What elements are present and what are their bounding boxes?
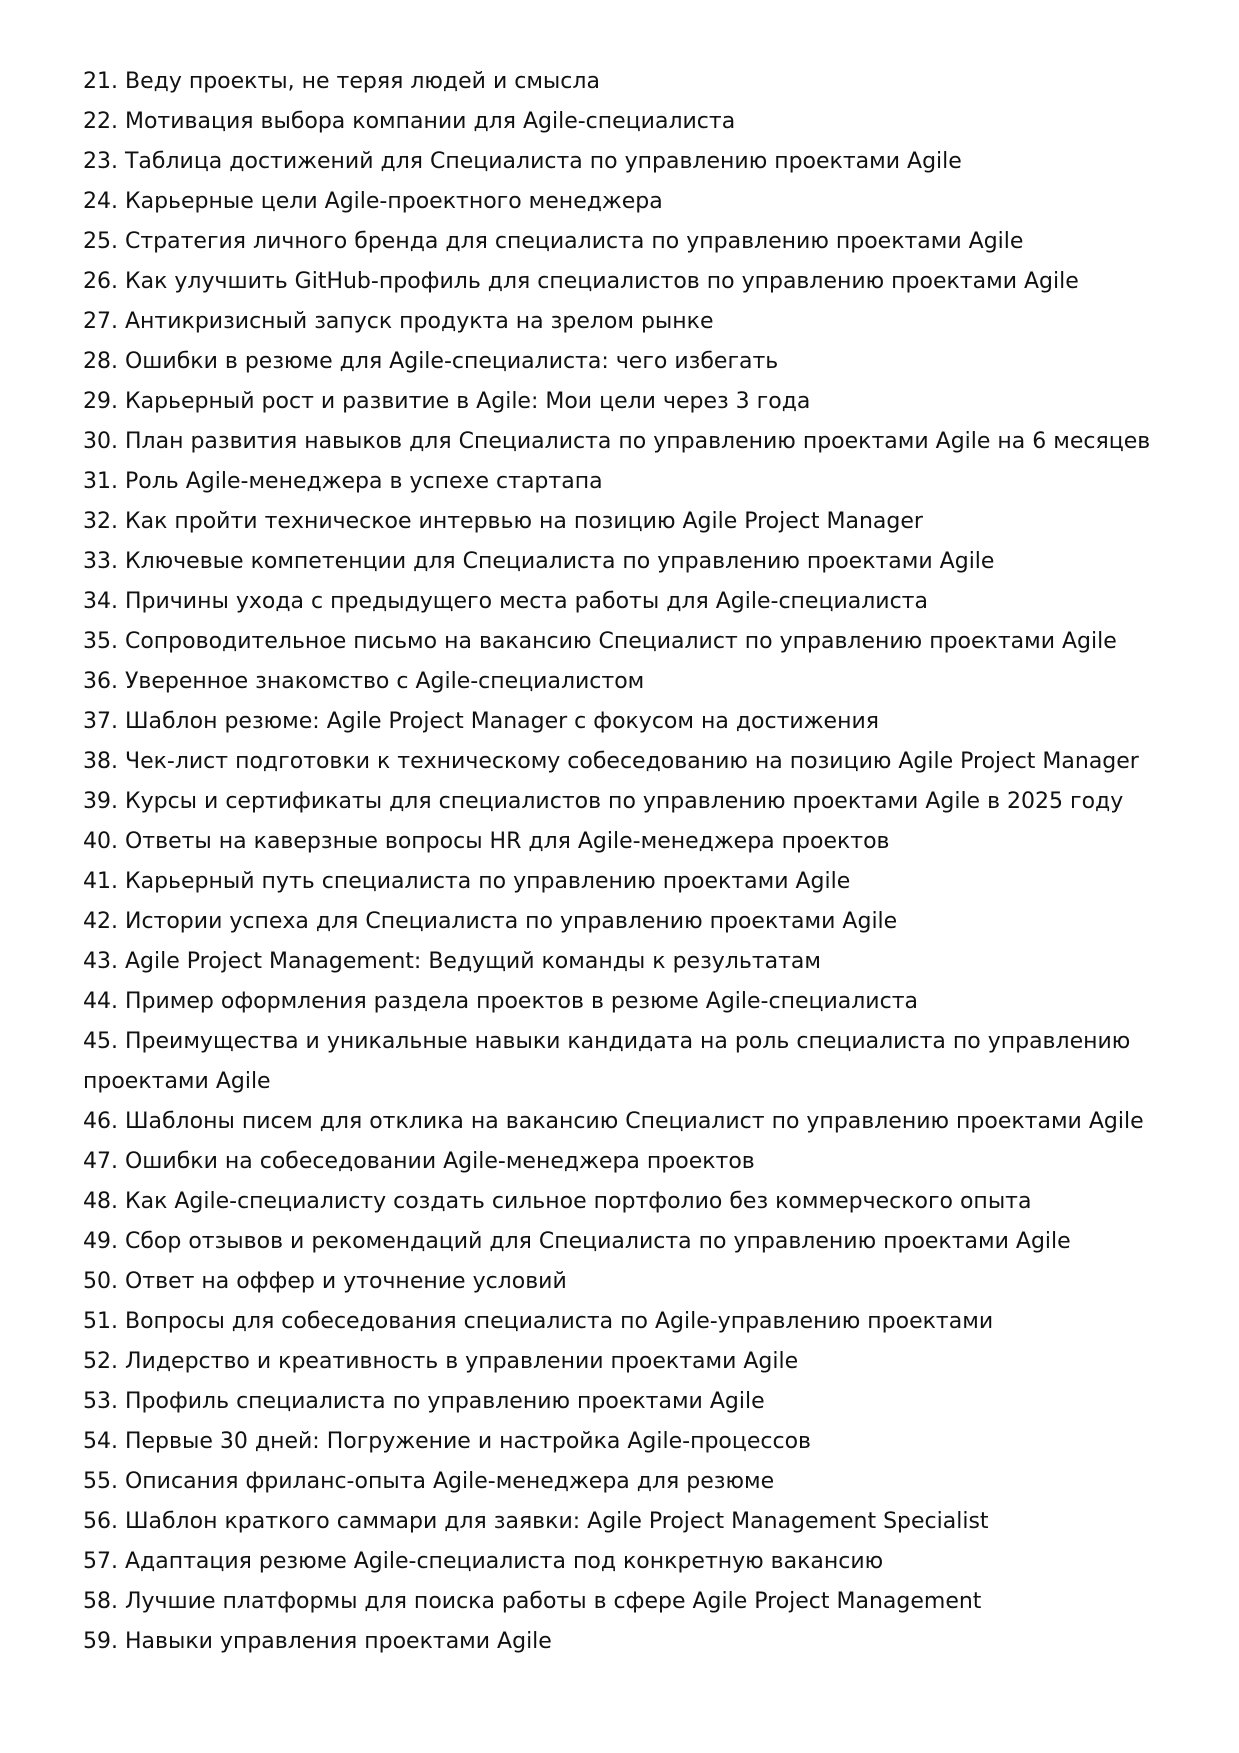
list-item: 50. Ответ на оффер и уточнение условий [83, 1269, 567, 1294]
list-item: 39. Курсы и сертификаты для специалистов по управлению проектами Agile в 2025 году [83, 789, 1124, 814]
list-item: 28. Ошибки в резюме для Agile-специалиста: чего избегать [83, 349, 779, 374]
list-item: 32. Как пройти техническое интервью на позицию Agile Project Manager [83, 509, 923, 534]
list-item: 43. Agile Project Management: Ведущий команды к результатам [83, 949, 822, 974]
list-item: 34. Причины ухода с предыдущего места работы для Agile-специалиста [83, 589, 928, 614]
list-item: 53. Профиль специалиста по управлению проектами Agile [83, 1389, 765, 1414]
list-item: 21. Веду проекты, не теряя людей и смысла [83, 69, 600, 94]
numbered-list [83, 62, 1163, 1662]
list-item: 30. План развития навыков для Специалиста по управлению проектами Agile на 6 месяцев [83, 429, 1151, 454]
list-item: 44. Пример оформления раздела проектов в резюме Agile-специалиста [83, 989, 919, 1014]
list-item: 47. Ошибки на собеседовании Agile-менеджера проектов [83, 1149, 755, 1174]
list-item: 54. Первые 30 дней: Погружение и настройка Agile-процессов [83, 1429, 812, 1454]
list-item: 36. Уверенное знакомство с Agile-специалистом [83, 669, 645, 694]
list-item: 52. Лидерство и креативность в управлении проектами Agile [83, 1349, 799, 1374]
list-item: 35. Сопроводительное письмо на вакансию Специалист по управлению проектами Agile [83, 629, 1117, 654]
list-item: 56. Шаблон краткого саммари для заявки: Agile Project Management Specialist [83, 1509, 989, 1534]
list-item: 22. Мотивация выбора компании для Agile-специалиста [83, 109, 736, 134]
list-item: 41. Карьерный путь специалиста по управлению проектами Agile [83, 869, 851, 894]
list-item: 37. Шаблон резюме: Agile Project Manager с фокусом на достижения [83, 709, 879, 734]
list-item: 25. Стратегия личного бренда для специалиста по управлению проектами Agile [83, 229, 1024, 254]
list-item: 51. Вопросы для собеседования специалиста по Agile-управлению проектами [83, 1309, 994, 1334]
list-item: 38. Чек-лист подготовки к техническому собеседованию на позицию Agile Project Manager [83, 749, 1139, 774]
list-item: 42. Истории успеха для Специалиста по управлению проектами Agile [83, 909, 898, 934]
list-item: 40. Ответы на каверзные вопросы HR для Agile-менеджера проектов [83, 829, 890, 854]
list-item: 29. Карьерный рост и развитие в Agile: Мои цели через 3 года [83, 389, 811, 414]
list-item: 23. Таблица достижений для Специалиста по управлению проектами Agile [83, 149, 962, 174]
list-item: 27. Антикризисный запуск продукта на зрелом рынке [83, 309, 714, 334]
list-item: 57. Адаптация резюме Agile-специалиста под конкретную вакансию [83, 1549, 884, 1574]
list-item: 48. Как Agile-специалисту создать сильное портфолио без коммерческого опыта [83, 1189, 1032, 1214]
list-item: 31. Роль Agile-менеджера в успехе стартапа [83, 469, 603, 494]
list-item: 45. Преимущества и уникальные навыки кандидата на роль специалиста по управлению проектами Agile [83, 1029, 1131, 1094]
list-item: 24. Карьерные цели Agile-проектного менеджера [83, 189, 663, 214]
list-item: 26. Как улучшить GitHub-профиль для специалистов по управлению проектами Agile [83, 269, 1079, 294]
list-item: 46. Шаблоны писем для отклика на вакансию Специалист по управлению проектами Agile [83, 1109, 1144, 1134]
list-item: 58. Лучшие платформы для поиска работы в сфере Agile Project Management [83, 1589, 982, 1614]
list-item: 33. Ключевые компетенции для Специалиста по управлению проектами Agile [83, 549, 995, 574]
list-item: 59. Навыки управления проектами Agile [83, 1629, 552, 1654]
list-item: 55. Описания фриланс-опыта Agile-менеджера для резюме [83, 1469, 775, 1494]
list-item: 49. Сбор отзывов и рекомендаций для Специалиста по управлению проектами Agile [83, 1229, 1071, 1254]
